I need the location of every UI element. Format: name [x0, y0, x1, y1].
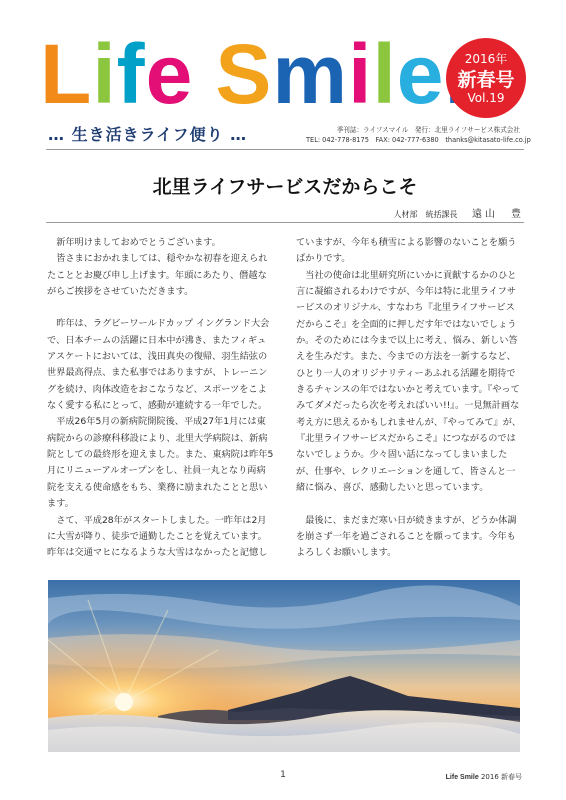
logo-letter: S — [215, 27, 273, 121]
logo-letter: L — [40, 27, 93, 121]
badge-volume: Vol.19 — [467, 91, 505, 105]
mount-fuji-sunrise-photo — [48, 580, 520, 752]
article-paragraph: 皆さまにおかれましては、穏やかな初春を迎えられたこととお慶び申し上げます。年頭にあたり、僭越ながらご挨拶をさせていただきます。 — [47, 253, 268, 298]
logo-letter: f — [116, 27, 146, 121]
article-paragraph: 最後に、まだまだ寒い日が続きますが、どうか体調を崩さず一年を過ごされることを願ってます。今年もよろしくお願いします。 — [296, 514, 517, 559]
publisher-line: 季刊誌：ライフスマイル 発行：北里ライフサービス株式会社 — [336, 126, 520, 134]
paragraph-spacer — [296, 497, 523, 513]
article-headline: 北里ライフサービスだからこそ — [152, 176, 418, 198]
article-paragraph: さて、平成28年がスタートしました。一昨年は2月に大雪が降り、徒歩で通勤したことを覚えています。昨年は交通マヒになるような大雪はなかったと記憶し — [47, 514, 268, 559]
logo-letter: e — [396, 27, 445, 121]
masthead — [0, 0, 566, 150]
author-name: 遠山 豊 — [472, 209, 524, 220]
photo-sun — [115, 693, 133, 711]
issue-badge — [446, 38, 526, 118]
logo-letter: i — [92, 27, 117, 121]
logo-letter: i — [348, 27, 373, 121]
footer-publication-name: Life Smile — [445, 774, 479, 781]
publication-info — [306, 126, 531, 145]
logo-letter: m — [272, 27, 349, 121]
article-paragraph: ていますが、今年も積雪による影響のないことを願うばかりです。 — [296, 237, 517, 265]
logo-letter: l — [372, 27, 397, 121]
article-column-right — [296, 235, 523, 562]
masthead-subtitle: … 生き活きライフ便り … — [48, 125, 248, 144]
author-role: 人材部 統括課長 — [393, 210, 458, 219]
page-number: 1 — [280, 770, 286, 780]
badge-issue: 新春号 — [457, 69, 515, 91]
article-column-left — [47, 235, 274, 562]
header-divider — [46, 149, 524, 150]
logo-letter: e — [145, 27, 194, 121]
article-paragraph: 新年明けましておめでとうございます。 — [56, 237, 221, 248]
headline-divider — [46, 222, 524, 223]
article-paragraph: 平成26年5月の新病院開院後、平成27年1月には東病院からの診療科移設により、北里大学病院は、新病院としての最終形を迎えました。また、東病院は昨年5月にリニューアルオープンをし、社員一丸となり両病院を支える使命感をもち、業務に励まれたことと思います。 — [47, 416, 274, 510]
life-smile-logo — [40, 26, 469, 122]
contact-line: TEL: 042-778-8175 FAX: 042-777-6380 thanks@kitasato-life.co.jp — [306, 135, 531, 144]
footer-edition: 2016 新春号 — [480, 773, 522, 781]
badge-year: 2016年 — [464, 52, 508, 66]
article-paragraph: 昨年は、ラグビーワールドカップ イングランド大会で、日本チームの活躍に日本中が沸き、またフィギュアスケートにおいては、浅田真央の復帰、羽生結弦の世界最高得点、また私事ではありますが、トレーニングを続け、肉体改造をおこなうなど、スポーツをこよなく愛する私にとって、感動が連続する一年でした。 — [47, 318, 270, 412]
footer-publication — [430, 772, 522, 782]
author-byline — [280, 205, 524, 220]
paragraph-spacer — [47, 300, 274, 316]
article-paragraph: 当社の使命は北里研究所にいかに貢献するかのひと言に凝縮されるわけですが、今年は特に北里ライフサービスのオリジナル、すなわち『北里ライフサービスだからこそ』を全面的に押しだす年ではないでしょうか。そのためには今まで以上に考え、悩み、新しい答えを生みだす。また、今までの方法を一新するなど、ひとり一人のオリジナリティーあふれる活躍を期待できるチャンスの年ではないかと考えています。『やってみてダメだったら次を考えればいい!!』。一見無計画な考え方に思えるかもしれませんが、『やってみて』が、『北里ライフサービスだからこそ』につながるのではないでしょうか。少々固い話になってしまいましたが、仕事や、レクリエーションを通して、皆さんと一緒に悩み、喜び、感動したいと思っています。 — [296, 269, 522, 494]
